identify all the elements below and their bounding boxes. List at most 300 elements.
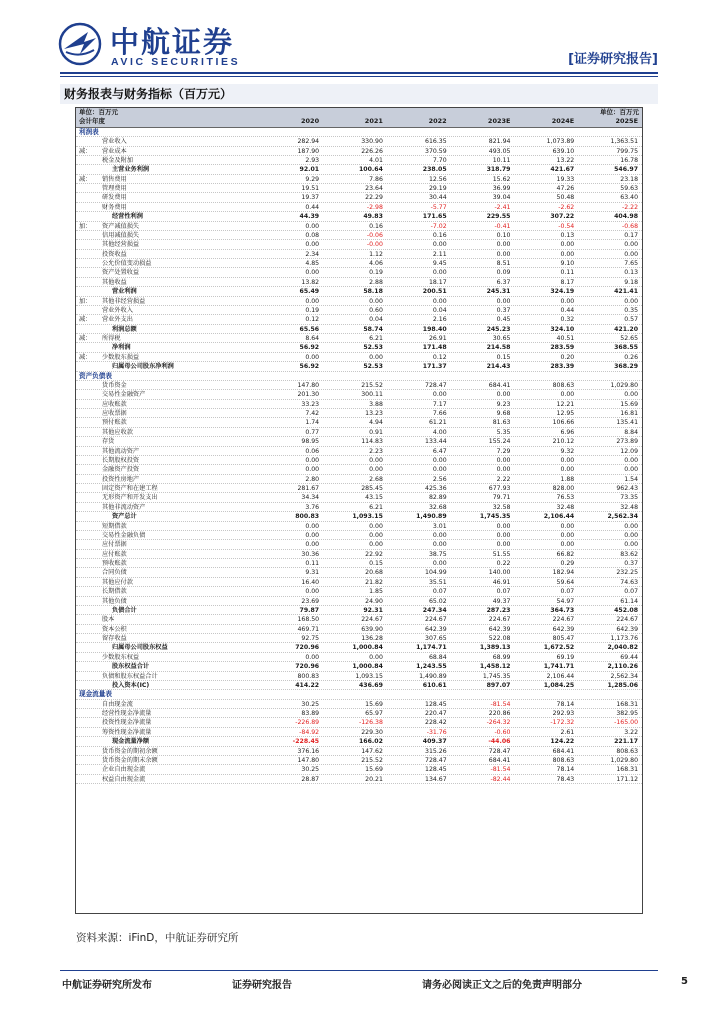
- value-cell: 684.41: [488, 381, 511, 389]
- row-label-cell: [76, 325, 259, 333]
- row-label-cell: [76, 756, 259, 764]
- row-label: 应付票据: [102, 541, 127, 549]
- value-cell: 224.67: [425, 616, 447, 624]
- value-cell: 1,363.51: [610, 138, 639, 146]
- value-cell: 100.64: [359, 166, 383, 174]
- row-label: 负债和股东权益合计: [102, 672, 158, 680]
- value-cell: 616.35: [425, 138, 447, 146]
- value-cell: 74.63: [620, 578, 639, 586]
- value-cell: 19.51: [301, 185, 320, 193]
- row-label: 交易性金融资产: [102, 391, 146, 399]
- row-label: 主营业务利润: [112, 166, 150, 174]
- row-label-cell: [76, 456, 259, 464]
- value-cell: 425.36: [425, 485, 447, 493]
- unit-label-left: 单位：百万元: [79, 108, 118, 116]
- value-cell: 546.97: [614, 166, 639, 174]
- row-label-cell: [76, 418, 259, 426]
- value-cell: 0.00: [496, 531, 511, 539]
- value-cell: 9.68: [496, 410, 511, 418]
- row-label-cell: [76, 372, 260, 380]
- value-cell: 0.00: [305, 466, 320, 474]
- value-cell: 0.00: [496, 241, 511, 249]
- row-label-cell: [76, 522, 259, 530]
- value-cell: 56.92: [299, 344, 320, 352]
- table-row: [76, 456, 642, 465]
- header-rule-bottom: [60, 76, 658, 77]
- value-cell: 728.47: [425, 756, 447, 764]
- value-cell: 224.67: [552, 616, 575, 624]
- value-cell: -0.60: [494, 728, 511, 736]
- value-cell: 18.17: [428, 278, 447, 286]
- table-row: [76, 681, 642, 690]
- value-cell: 245.31: [486, 288, 511, 296]
- value-cell: -0.00: [366, 241, 383, 249]
- value-cell: 8.84: [624, 428, 639, 436]
- value-cell: 52.65: [620, 335, 639, 343]
- table-row: [76, 437, 642, 446]
- row-label: 资产负债表: [79, 371, 112, 380]
- value-cell: 39.04: [492, 194, 511, 202]
- row-label-cell: [76, 653, 259, 661]
- value-cell: 1.74: [305, 419, 320, 427]
- value-cell: 83.89: [301, 710, 320, 718]
- value-cell: 5.35: [496, 428, 511, 436]
- avic-logo-icon: [58, 22, 102, 66]
- value-cell: 224.67: [488, 616, 511, 624]
- table-body: [76, 128, 642, 784]
- value-cell: 0.22: [496, 560, 511, 568]
- row-label-cell: [76, 193, 259, 201]
- value-cell: 0.19: [305, 306, 320, 314]
- value-cell: 13.82: [301, 278, 320, 286]
- row-label: 净利润: [112, 344, 131, 352]
- value-cell: 201.30: [297, 391, 320, 399]
- value-cell: 19.33: [556, 175, 575, 183]
- value-cell: -126.38: [359, 719, 383, 727]
- value-cell: 1,093.15: [352, 513, 383, 521]
- value-cell: 421.20: [614, 325, 639, 333]
- value-cell: 3.76: [305, 503, 320, 511]
- row-label: 股本: [102, 616, 115, 624]
- row-label: 营业外支出: [102, 316, 133, 324]
- row-label-cell: [76, 606, 259, 614]
- value-cell: 61.21: [428, 419, 447, 427]
- row-label: 长期借款: [102, 588, 127, 596]
- value-cell: 0.00: [369, 466, 383, 474]
- value-cell: 0.00: [369, 297, 383, 305]
- column-header-row: [76, 117, 642, 127]
- value-cell: 4.00: [432, 428, 447, 436]
- value-cell: 0.00: [496, 522, 511, 530]
- value-cell: 168.31: [616, 700, 639, 708]
- value-cell: 684.41: [552, 747, 575, 755]
- value-cell: 147.80: [297, 381, 320, 389]
- value-cell: 0.00: [496, 541, 511, 549]
- value-cell: 0.00: [560, 241, 575, 249]
- value-cell: 0.00: [624, 391, 639, 399]
- header-rule-top: [60, 72, 658, 74]
- year-header: 2023E: [487, 117, 511, 126]
- value-cell: 0.00: [496, 456, 511, 464]
- value-cell: 1,174.71: [416, 644, 447, 652]
- row-label: 筹资性现金净流量: [102, 728, 152, 736]
- table-row: [76, 700, 642, 709]
- value-cell: 0.00: [305, 522, 320, 530]
- table-row: [76, 418, 642, 427]
- row-label: 资产总计: [112, 513, 137, 521]
- value-cell: 3.01: [432, 522, 447, 530]
- value-cell: 421.67: [550, 166, 575, 174]
- value-cell: 642.39: [552, 625, 575, 633]
- value-cell: 92.75: [301, 635, 320, 643]
- value-cell: 0.00: [624, 456, 639, 464]
- table-row: [76, 597, 642, 606]
- value-cell: 247.34: [422, 606, 447, 614]
- value-cell: -5.77: [430, 203, 447, 211]
- value-cell: 198.40: [422, 325, 447, 333]
- row-label: 信用减值损失: [102, 231, 140, 239]
- row-label-cell: [76, 625, 259, 633]
- value-cell: 0.00: [305, 588, 320, 596]
- row-label: 应收账款: [102, 400, 127, 408]
- value-cell: 2.93: [305, 156, 320, 164]
- value-cell: 65.56: [299, 325, 320, 333]
- value-cell: 59.63: [620, 185, 639, 193]
- value-cell: 0.35: [624, 306, 639, 314]
- value-cell: 0.08: [305, 231, 320, 239]
- value-cell: 283.59: [550, 344, 575, 352]
- table-row: [76, 137, 642, 146]
- value-cell: 330.90: [361, 138, 383, 146]
- value-cell: 1,741.71: [543, 663, 575, 671]
- table-row: [76, 503, 642, 512]
- value-cell: 493.05: [488, 147, 511, 155]
- value-cell: 12.09: [620, 447, 639, 455]
- value-cell: 642.39: [616, 625, 639, 633]
- value-cell: 147.80: [297, 756, 320, 764]
- row-label: 负债合计: [112, 606, 137, 614]
- row-label: 公允价值变动损益: [102, 260, 152, 268]
- value-cell: 3.22: [624, 728, 639, 736]
- value-cell: 36.99: [492, 185, 511, 193]
- value-cell: 409.37: [422, 738, 447, 746]
- value-cell: 78.14: [556, 766, 575, 774]
- value-cell: 0.00: [432, 456, 447, 464]
- value-cell: 7.70: [432, 156, 447, 164]
- value-cell: 897.07: [486, 681, 511, 689]
- value-cell: 1,745.35: [479, 513, 511, 521]
- value-cell: 828.00: [552, 485, 575, 493]
- table-row: [76, 756, 642, 765]
- row-label: 少数股东权益: [102, 653, 140, 661]
- data-source-note: 资料来源：iFinD，中航证券研究所: [76, 932, 239, 944]
- value-cell: 224.67: [616, 616, 639, 624]
- row-label: 交易性金融负债: [102, 531, 146, 539]
- year-header: 2021: [364, 117, 383, 126]
- row-label: 货币资金: [102, 381, 127, 389]
- value-cell: 0.00: [432, 541, 447, 549]
- value-cell: 166.02: [359, 738, 383, 746]
- row-label: 管理费用: [102, 185, 127, 193]
- row-label: 其他经营损益: [102, 241, 140, 249]
- value-cell: 220.47: [425, 710, 447, 718]
- value-cell: 2.16: [432, 316, 447, 324]
- table-row: [76, 231, 642, 240]
- value-cell: 15.69: [365, 700, 383, 708]
- value-cell: 2.80: [305, 475, 320, 483]
- value-cell: 1,173.76: [610, 635, 639, 643]
- value-cell: 0.37: [624, 560, 639, 568]
- value-cell: 28.87: [301, 775, 320, 783]
- value-cell: 59.64: [556, 578, 575, 586]
- year-header: 2025E: [615, 117, 639, 126]
- table-row: [76, 193, 642, 202]
- value-cell: 1,458.12: [479, 663, 511, 671]
- value-cell: 962.43: [616, 485, 639, 493]
- table-row: [76, 615, 642, 624]
- value-cell: 0.00: [560, 297, 575, 305]
- table-row: [76, 718, 642, 727]
- value-cell: 0.19: [369, 269, 383, 277]
- value-cell: 8.17: [560, 278, 575, 286]
- row-label: 投资收益: [102, 250, 127, 258]
- value-cell: -0.68: [622, 222, 639, 230]
- value-cell: 285.45: [361, 485, 383, 493]
- value-cell: 0.60: [369, 306, 383, 314]
- value-cell: 1,000.84: [352, 644, 383, 652]
- table-row: [76, 203, 642, 212]
- value-cell: 0.00: [560, 541, 575, 549]
- row-prefix: 加：: [79, 222, 92, 230]
- value-cell: 315.26: [425, 747, 447, 755]
- value-cell: 2.11: [432, 250, 447, 258]
- table-row: [76, 147, 642, 156]
- value-cell: 16.78: [620, 156, 639, 164]
- value-cell: 32.48: [620, 503, 639, 511]
- value-cell: 0.13: [624, 269, 639, 277]
- row-label: 归属母公司股东净利润: [112, 363, 174, 371]
- value-cell: 2,106.44: [543, 513, 575, 521]
- value-cell: 16.40: [301, 578, 320, 586]
- value-cell: 20.68: [365, 569, 383, 577]
- value-cell: 368.55: [614, 344, 639, 352]
- value-cell: 65.49: [299, 288, 320, 296]
- value-cell: 0.07: [432, 588, 447, 596]
- value-cell: 83.62: [620, 550, 639, 558]
- row-prefix: 减：: [79, 353, 92, 361]
- table-row: [76, 493, 642, 502]
- value-cell: 368.29: [614, 363, 639, 371]
- column-header-label: 会计年度: [79, 117, 105, 126]
- value-cell: 4.06: [369, 260, 383, 268]
- value-cell: 82.89: [428, 494, 447, 502]
- row-label-cell: [76, 212, 259, 220]
- value-cell: -2.62: [558, 203, 575, 211]
- row-label: 销售费用: [102, 175, 127, 183]
- row-label: 预收账款: [102, 560, 127, 568]
- value-cell: -228.45: [292, 738, 320, 746]
- value-cell: 133.44: [425, 438, 447, 446]
- value-cell: 229.30: [361, 728, 383, 736]
- value-cell: 23.64: [365, 185, 383, 193]
- value-cell: 35.51: [428, 578, 447, 586]
- value-cell: 0.45: [496, 316, 511, 324]
- row-label-cell: [76, 315, 259, 323]
- table-row: [76, 175, 642, 184]
- value-cell: 13.23: [365, 410, 383, 418]
- table-row: [76, 428, 642, 437]
- table-row: [76, 306, 642, 315]
- value-cell: 221.17: [614, 738, 639, 746]
- value-cell: 4.01: [369, 156, 383, 164]
- row-label-cell: [76, 287, 259, 295]
- value-cell: 0.00: [432, 466, 447, 474]
- value-cell: 68.99: [492, 653, 511, 661]
- value-cell: 2,110.26: [607, 663, 639, 671]
- row-label-cell: [76, 540, 259, 548]
- value-cell: 49.83: [363, 213, 383, 221]
- value-cell: 168.50: [297, 616, 320, 624]
- value-cell: 52.53: [363, 363, 383, 371]
- value-cell: 1,093.15: [355, 672, 383, 680]
- value-cell: 382.95: [616, 710, 639, 718]
- row-label-cell: [76, 362, 259, 370]
- value-cell: 16.81: [620, 410, 639, 418]
- value-cell: -2.41: [494, 203, 511, 211]
- value-cell: 10.11: [492, 156, 511, 164]
- value-cell: 4.85: [305, 260, 320, 268]
- row-label-cell: [76, 775, 259, 783]
- value-cell: 6.37: [496, 278, 511, 286]
- report-type-tag: [证券研究报告]: [568, 52, 658, 67]
- value-cell: 0.00: [305, 353, 320, 361]
- value-cell: 0.00: [305, 222, 320, 230]
- value-cell: 128.45: [425, 700, 447, 708]
- row-label-cell: [76, 165, 259, 173]
- row-label-cell: [76, 390, 259, 398]
- value-cell: 9.32: [560, 447, 575, 455]
- value-cell: -7.02: [430, 222, 447, 230]
- value-cell: 214.58: [486, 344, 511, 352]
- value-cell: -84.92: [299, 728, 320, 736]
- value-cell: 0.00: [496, 297, 511, 305]
- year-header: 2022: [428, 117, 447, 126]
- value-cell: 12.56: [428, 175, 447, 183]
- row-label: 固定资产和在建工程: [102, 485, 158, 493]
- table-row: [76, 297, 642, 306]
- value-cell: 79.87: [299, 606, 320, 614]
- row-prefix: 减：: [79, 147, 92, 155]
- table-row: [76, 587, 642, 596]
- value-cell: 0.00: [496, 250, 511, 258]
- row-label-cell: [76, 400, 259, 408]
- value-cell: 78.43: [556, 775, 575, 783]
- row-label-cell: [76, 128, 260, 136]
- value-cell: 1,490.89: [419, 672, 447, 680]
- value-cell: 245.23: [486, 325, 511, 333]
- row-label: 货币资金的期初余额: [102, 747, 158, 755]
- value-cell: 376.16: [297, 747, 320, 755]
- row-label-cell: [76, 222, 259, 230]
- row-label-cell: [76, 503, 259, 511]
- table-row: [76, 250, 642, 259]
- table-section-header: [76, 128, 642, 137]
- value-cell: -31.76: [426, 728, 447, 736]
- value-cell: 2,106.44: [546, 672, 575, 680]
- row-label-cell: [76, 250, 259, 258]
- value-cell: 0.00: [432, 297, 447, 305]
- value-cell: 324.10: [550, 325, 575, 333]
- row-label-cell: [76, 297, 259, 305]
- value-cell: 8.64: [305, 335, 320, 343]
- row-label-cell: [76, 681, 259, 689]
- value-cell: 0.00: [369, 353, 383, 361]
- value-cell: 728.47: [488, 747, 511, 755]
- table-row: [76, 765, 642, 774]
- value-cell: 7.65: [624, 260, 639, 268]
- row-label: 资产处置收益: [102, 269, 140, 277]
- value-cell: 273.89: [616, 438, 639, 446]
- row-label: 资本公积: [102, 625, 127, 633]
- value-cell: 720.96: [295, 663, 320, 671]
- value-cell: 54.97: [556, 597, 575, 605]
- value-cell: 0.07: [560, 588, 575, 596]
- value-cell: 78.14: [556, 700, 575, 708]
- value-cell: 65.02: [428, 597, 447, 605]
- value-cell: 7.42: [305, 410, 320, 418]
- row-label: 应付账款: [102, 550, 127, 558]
- value-cell: 0.00: [560, 466, 575, 474]
- year-header: 2024E: [551, 117, 575, 126]
- value-cell: 22.29: [365, 194, 383, 202]
- value-cell: 642.39: [425, 625, 447, 633]
- value-cell: -0.06: [366, 231, 383, 239]
- table-row: [76, 156, 642, 165]
- table-section-header: [76, 690, 642, 699]
- value-cell: 1,029.80: [610, 381, 639, 389]
- value-cell: 0.00: [369, 541, 383, 549]
- table-row: [76, 475, 642, 484]
- row-label-cell: [76, 718, 259, 726]
- row-label: 股东权益合计: [112, 663, 150, 671]
- value-cell: 0.13: [560, 231, 575, 239]
- value-cell: 30.25: [301, 766, 320, 774]
- value-cell: 49.37: [492, 597, 511, 605]
- value-cell: 370.59: [425, 147, 447, 155]
- value-cell: 9.29: [305, 175, 320, 183]
- row-label: 利润总额: [112, 325, 137, 333]
- table-row: [76, 381, 642, 390]
- value-cell: 46.91: [492, 578, 511, 586]
- row-prefix: 减：: [79, 335, 92, 343]
- value-cell: 324.19: [550, 288, 575, 296]
- value-cell: 15.69: [620, 400, 639, 408]
- row-label: 财务费用: [102, 203, 127, 211]
- value-cell: 19.37: [301, 194, 320, 202]
- row-label-cell: [76, 709, 259, 717]
- value-cell: 0.12: [432, 353, 447, 361]
- value-cell: 0.09: [496, 269, 511, 277]
- row-label: 货币资金的期末余额: [102, 756, 158, 764]
- value-cell: 2.34: [305, 250, 320, 258]
- value-cell: 0.00: [560, 250, 575, 258]
- row-label-cell: [76, 428, 259, 436]
- row-label: 金融资产投资: [102, 466, 140, 474]
- value-cell: 452.08: [614, 606, 639, 614]
- table-row: [76, 747, 642, 756]
- value-cell: 9.18: [624, 278, 639, 286]
- value-cell: 0.00: [432, 241, 447, 249]
